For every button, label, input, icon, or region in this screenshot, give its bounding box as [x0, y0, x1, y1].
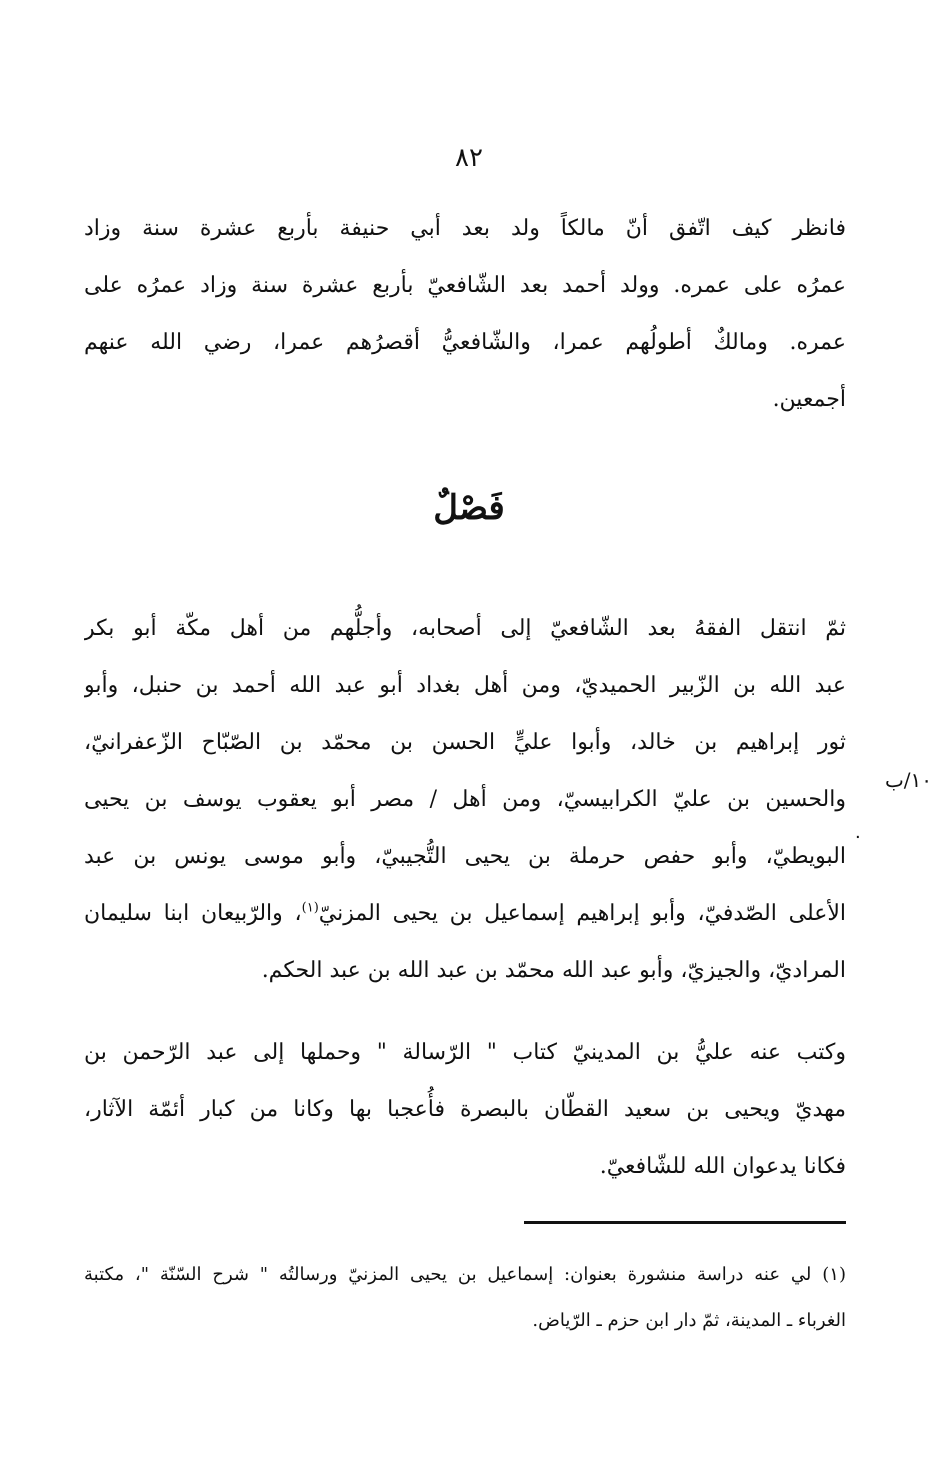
paragraph-line: عمره. ومالكٌ أطولُهم عمرا، والشّافعيُّ أقصرُهم عمرا، رضي الله عنهم [84, 330, 846, 355]
paragraph-line: عمرُه على عمره. وولد أحمد بعد الشّافعيّ بأربع عشرة سنة وزاد عمرُه على [84, 273, 846, 298]
paragraph-students [84, 600, 846, 999]
paragraph-line: فانظر كيف اتّفق أنّ مالكاً ولد بعد أبي حنيفة بأربع عشرة سنة وزاد [84, 216, 846, 241]
footnote-reference[interactable]: (١) [301, 900, 319, 916]
footnote-line: الغرباء ـ المدينة، ثمّ دار ابن حزم ـ الرّياض. [532, 1310, 846, 1331]
paragraph-line: المراديّ، والجيزيّ، وأبو عبد الله محمّد بن عبد الله بن عبد الحكم. [261, 958, 846, 983]
footnote [84, 1252, 846, 1344]
line-text-tail: ، والرّبيعان ابنا سليمان [84, 901, 302, 926]
paragraph-line: فكانا يدعوان الله للشّافعيّ. [599, 1154, 846, 1179]
paragraph-line: عبد الله بن الزّبير الحميديّ، ومن أهل بغداد أبو عبد الله أحمد بن حنبل، وأبو [84, 673, 846, 698]
line-text: الأعلى الصّدفيّ، وأبو إبراهيم إسماعيل بن يحيى المزنيّ [318, 901, 846, 926]
paragraph-line-with-footnote [84, 885, 846, 942]
paragraph-line: مهديّ ويحيى بن سعيد القطّان بالبصرة فأُعجبا بها وكانا من كبار أئمّة الآثار، [84, 1097, 846, 1122]
manuscript-folio-note: ١٠/ب [884, 768, 932, 792]
paragraph-line: ثور إبراهيم بن خالد، وأبوا عليٍّ الحسن بن محمّد بن الصّبّاح الزّعفرانيّ، [84, 730, 846, 755]
paragraph-line: والحسين بن عليّ الكرابيسيّ، ومن أهل / مصر أبو يعقوب يوسف بن يحيى [84, 787, 846, 812]
paragraph-line: ثمّ انتقل الفقهُ بعد الشّافعيّ إلى أصحابه، وأجلُّهم من أهل مكّة أبو بكر [84, 616, 846, 641]
footnote-separator [524, 1221, 846, 1224]
margin-mark: ٠ [853, 826, 863, 847]
paragraph-risala [84, 1024, 846, 1195]
paragraph-line: أجمعين. [772, 387, 846, 412]
page-number: ٨٢ [455, 143, 483, 173]
section-heading: فَصْلٌ [433, 488, 505, 528]
paragraph-line: وكتب عنه عليُّ بن المدينيّ كتاب " الرّسالة " وحملها إلى عبد الرّحمن بن [84, 1040, 846, 1065]
footnote-line: (١) لي عنه دراسة منشورة بعنوان: إسماعيل بن يحيى المزنيّ ورسالتُه " شرح السّنّة "، مكتبة [84, 1264, 846, 1285]
paragraph-line: البويطيّ، وأبو حفص حرملة بن يحيى التُّجيبيّ، وأبو موسى يونس بن عبد [84, 844, 846, 869]
paragraph-intro [84, 200, 846, 428]
